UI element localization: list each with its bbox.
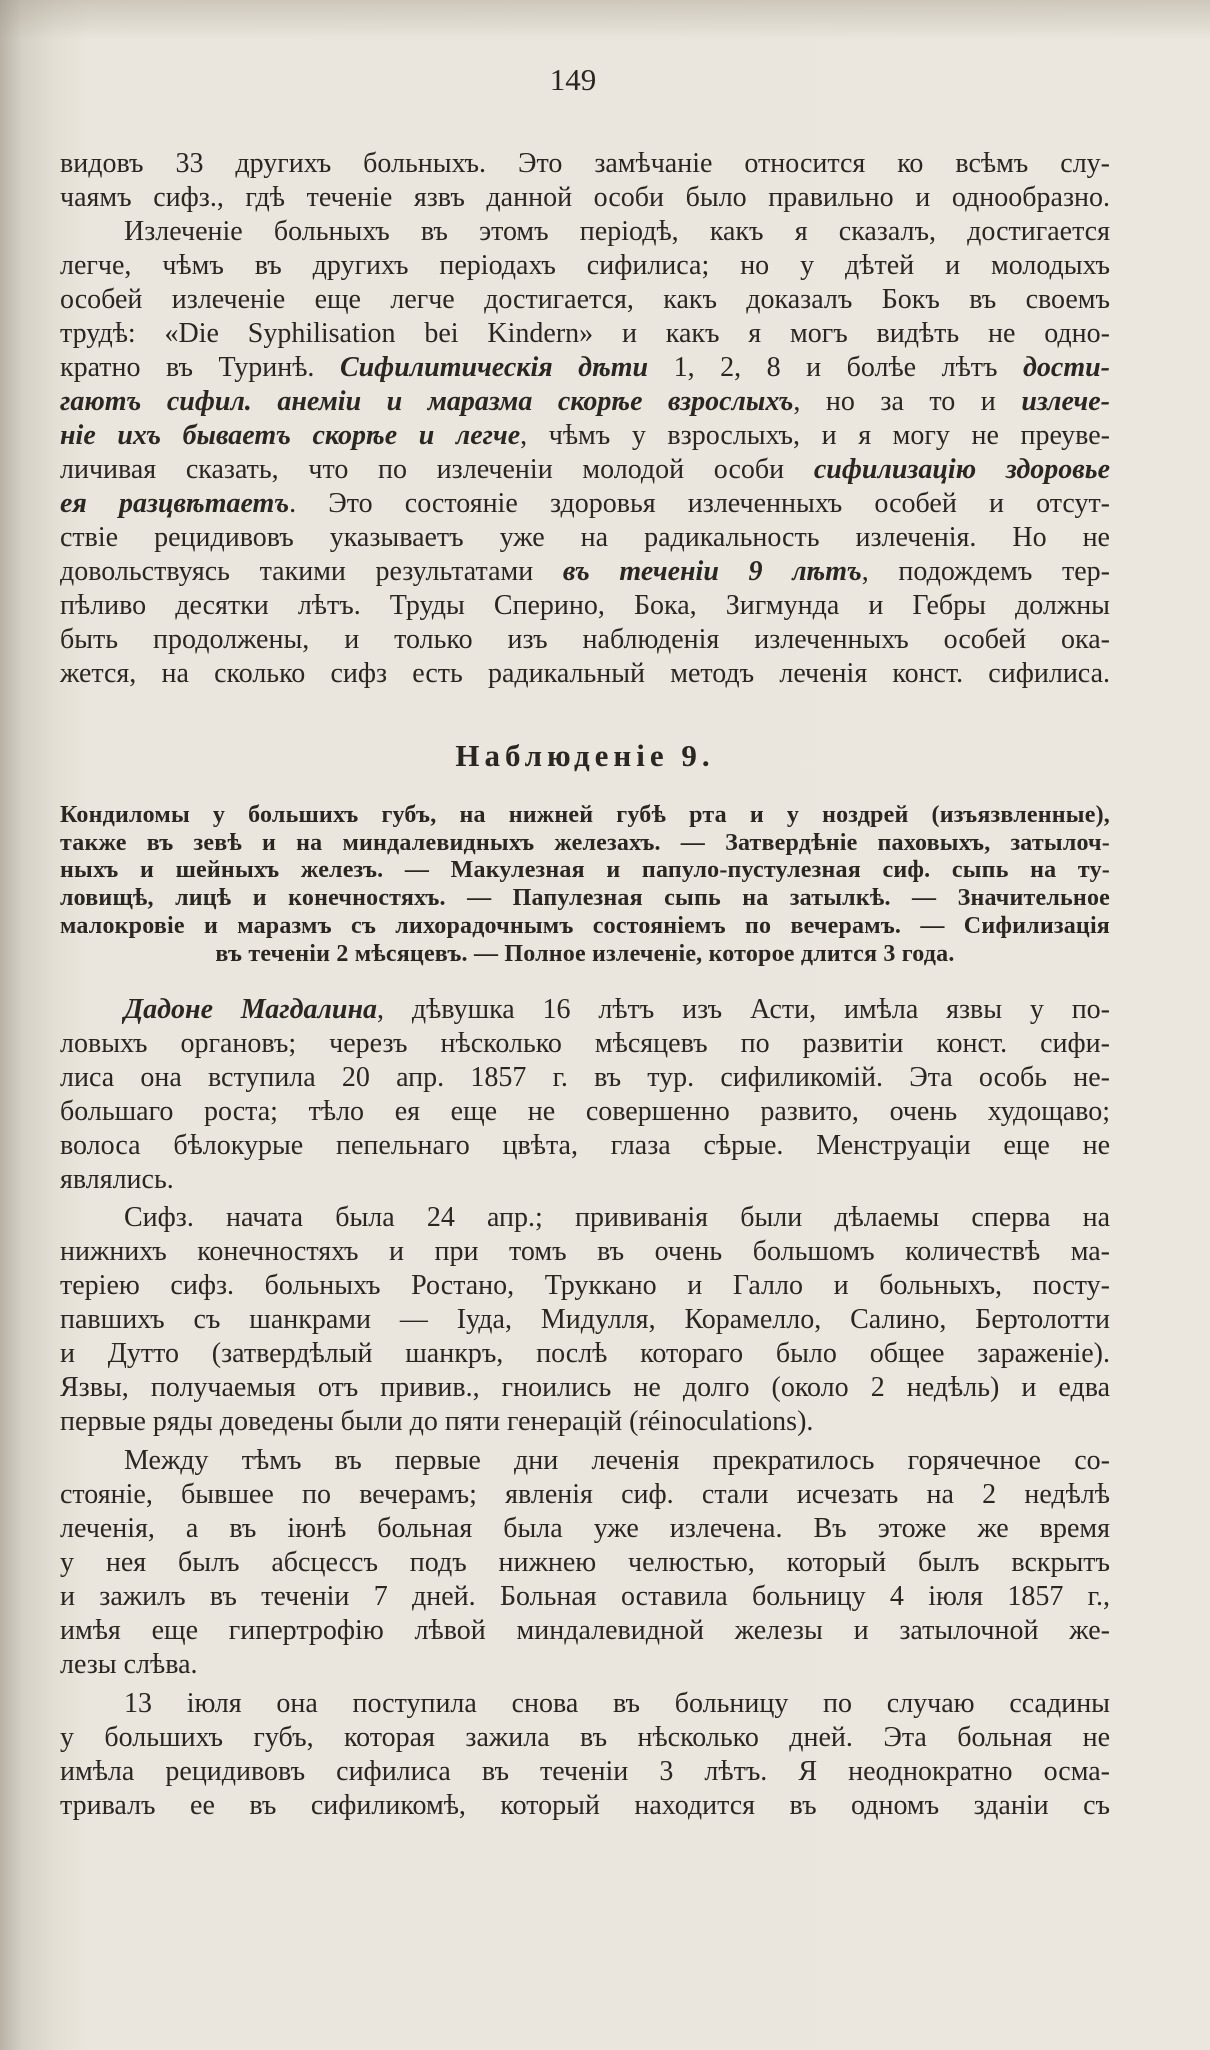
text-line: видовъ 33 другихъ больныхъ. Это замѣчаніе относится ко всѣмъ слу-: [60, 148, 1110, 179]
text-run: , дѣвушка 16 лѣтъ изъ Асти, имѣла язвы у по-: [377, 994, 1111, 1025]
case-paragraph-patient: [60, 993, 1110, 1197]
text-line: теріею сифз. больныхъ Ростано, Труккано и Галло и больныхъ, посту-: [60, 1270, 1110, 1301]
text-line: у большихъ губъ, которая зажила въ нѣсколько дней. Эта больная не: [60, 1722, 1110, 1753]
text-line: 13 іюля она поступила снова въ больницу по случаю ссадины: [124, 1688, 1110, 1719]
text-line: Язвы, получаемыя отъ привив., гноились не долго (около 2 недѣль) и едва: [60, 1372, 1110, 1403]
text-line: нижнихъ конечностяхъ и при томъ въ очень большомъ количествѣ ма-: [60, 1236, 1110, 1267]
text-line: павшихъ съ шанкрами — Іуда, Мидулля, Корамелло, Салино, Бертолотти: [60, 1304, 1110, 1335]
text-line: волоса бѣлокурые пепельнаго цвѣта, глаза сѣрые. Менструаціи еще не: [60, 1130, 1110, 1161]
text-line: лиса она вступила 20 апр. 1857 г. въ тур. сифиликомій. Эта особь не-: [60, 1062, 1110, 1093]
emphasized-text: гаютъ сифил. анеміи и маразма скорѣе взрослыхъ: [60, 386, 794, 417]
text-line: легче, чѣмъ въ другихъ періодахъ сифилиса; но у дѣтей и молодыхъ: [60, 250, 1110, 281]
text-run: , подождемъ тер-: [861, 556, 1111, 587]
paragraph-cure-discussion: [60, 215, 1110, 691]
emphasized-text: въ теченіи 9 лѣтъ: [562, 556, 862, 587]
text-line: имѣла рецидивовъ сифилиса въ теченіи 3 лѣтъ. Я неоднократно осма-: [60, 1756, 1110, 1787]
text-line: ныхъ и шейныхъ железъ. — Макулезная и папуло-пустулезная сиф. сыпь на ту-: [60, 857, 1110, 884]
text-line: [60, 555, 1110, 589]
text-line: [60, 385, 1110, 419]
text-line: ловыхъ органовъ; черезъ нѣсколько мѣсяцевъ по развитіи конст. сифи-: [60, 1028, 1110, 1059]
case-paragraph-treatment: [60, 1201, 1110, 1439]
text-line: ловищѣ, лицѣ и конечностяхъ. — Папулезная сыпь на затылкѣ. — Значительное: [60, 885, 1110, 912]
text-line: [60, 419, 1110, 453]
text-line: имѣя еще гипертрофію лѣвой миндалевидной железы и затылочной же-: [60, 1615, 1110, 1646]
case-paragraph-follow-up: [60, 1687, 1110, 1823]
text-line: ствіе рецидивовъ указываетъ уже на радикальность излеченія. Но не: [60, 522, 1110, 553]
text-line: стояніе, бывшее по вечерамъ; явленія сиф. стали исчезать на 2 недѣлѣ: [60, 1479, 1110, 1510]
text-line: въ теченіи 2 мѣсяцевъ. — Полное излеченіе, которое длится 3 года.: [215, 940, 955, 967]
text-line: Кондиломы у большихъ губъ, на нижней губѣ рта и у ноздрей (изъязвленные),: [60, 802, 1110, 828]
text-line: жется, на сколько сифз есть радикальный методъ леченія конст. сифилиса.: [60, 658, 1110, 689]
emphasized-text: ея разцвѣтаетъ: [60, 488, 290, 519]
observation-heading: Наблюденіе 9.: [455, 738, 715, 773]
text-run: довольствуясь такими результатами: [60, 556, 563, 587]
text-line: тривалъ ее въ сифиликомѣ, который находится въ одномъ зданіи съ: [60, 1790, 1110, 1821]
text-line: большаго роста; тѣло ея еще не совершенно развито, очень худощаво;: [60, 1096, 1110, 1127]
text-run: , чѣмъ у взрослыхъ, и я могу не преуве-: [520, 420, 1110, 451]
page-number: 149: [549, 62, 597, 97]
text-line: леченія, а въ іюнѣ больная была уже излечена. Въ этоже же время: [60, 1513, 1110, 1544]
text-line: и зажилъ въ теченіи 7 дней. Больная оставила больницу 4 іюля 1857 г.,: [60, 1581, 1110, 1612]
text-run: кратно въ Туринѣ.: [60, 352, 340, 383]
emphasized-text: сифилизацію здоровье: [813, 454, 1110, 485]
emphasized-text: Дадоне Магдалина: [124, 994, 378, 1025]
text-line: чаямъ сифз., гдѣ теченіе язвъ данной особи было правильно и однообразно.: [60, 182, 1110, 213]
emphasized-text: излече-: [1021, 386, 1111, 417]
text-line: быть продолжены, и только изъ наблюденія излеченныхъ особей ока-: [60, 624, 1110, 655]
text-line: лезы слѣва.: [60, 1649, 198, 1680]
text-line: пѣливо десятки лѣтъ. Труды Сперино, Бока, Зигмунда и Гебры должны: [60, 590, 1110, 621]
text-line: Сифз. начата была 24 апр.; прививанія были дѣлаемы сперва на: [124, 1202, 1110, 1233]
text-line: Излеченіе больныхъ въ этомъ періодѣ, какъ я сказалъ, достигается: [124, 216, 1110, 247]
emphasized-text: Сифилитическія дѣти: [339, 352, 649, 383]
text-run: , но за то и: [793, 386, 1022, 417]
text-line: малокровіе и маразмъ съ лихорадочнымъ состояніемъ по вечерамъ. — Сифилизація: [60, 912, 1110, 939]
text-line: и Дутто (затвердѣлый шанкръ, послѣ котораго было общее зараженіе).: [60, 1338, 1110, 1369]
text-line: первые ряды доведены были до пяти генерацій (réinoculations).: [60, 1406, 814, 1437]
emphasized-text: ніе ихъ бываетъ скорѣе и легче: [60, 420, 521, 451]
text-line: особей излеченіе еще легче достигается, какъ доказалъ Бокъ въ своемъ: [60, 284, 1110, 315]
text-line: [60, 487, 1110, 521]
text-line: [60, 453, 1110, 487]
text-line: [60, 993, 1110, 1027]
text-line: Между тѣмъ въ первые дни леченія прекратилось горячечное со-: [124, 1445, 1110, 1476]
text-run: . Это состояніе здоровья излеченныхъ особей и отсут-: [289, 488, 1111, 519]
text-line: также въ зевѣ и на миндалевидныхъ железахъ. — Затвердѣніе паховыхъ, затылоч-: [60, 829, 1110, 856]
text-run: 1, 2, 8 и болѣе лѣтъ: [648, 352, 1024, 383]
continued-paragraph: [60, 147, 1110, 215]
text-run: личивая сказать, что по излеченіи молодой особи: [60, 454, 814, 485]
case-paragraph-course: [60, 1444, 1110, 1682]
text-line: являлись.: [60, 1164, 174, 1195]
emphasized-text: дости-: [1023, 352, 1111, 383]
text-line: трудѣ: «Die Syphilisation bei Kindern» и какъ я могъ видѣть не одно-: [60, 318, 1110, 349]
text-line: у нея былъ абсцессъ подъ нижнею челюстью, который былъ вскрытъ: [60, 1547, 1110, 1578]
text-line: [60, 351, 1110, 385]
observation-summary: [60, 802, 1110, 968]
